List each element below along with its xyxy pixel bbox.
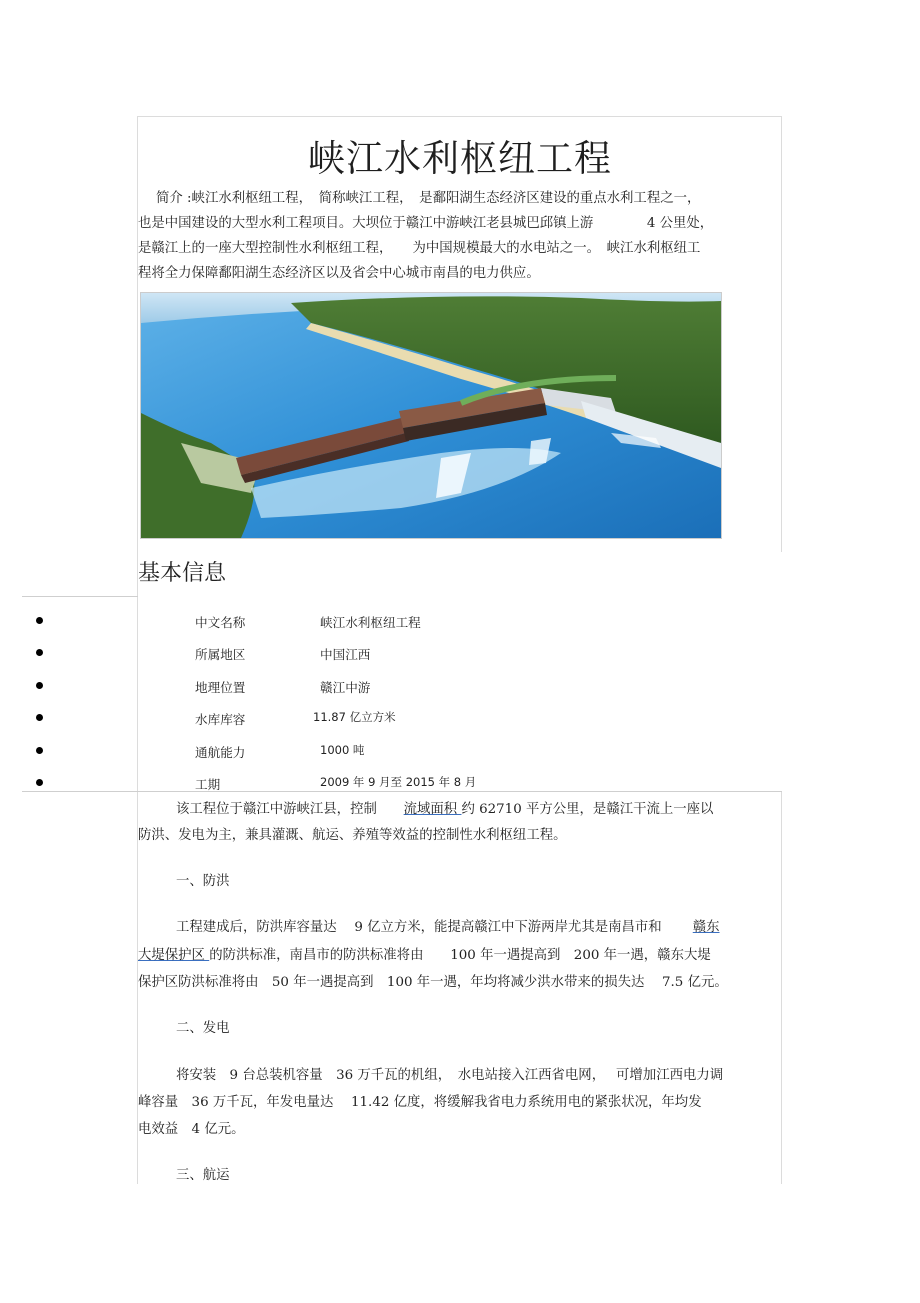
info-label: 所属地区	[195, 647, 246, 662]
info-value: 11.87 亿立方米	[313, 710, 396, 724]
flood-text: 的防洪标准，南昌市的防洪标准将由 100 年一遇提高到 200 年一遇，赣东大堤	[209, 948, 711, 963]
list-item	[0, 742, 920, 762]
intro-line: 也是中国建设的大型水利工程项目。大坝位于赣江中游峡江老县城巴邱镇上游 4 公里处，	[138, 216, 714, 231]
info-value: 1000 吨	[320, 743, 365, 757]
info-value: 峡江水利枢纽工程	[320, 615, 421, 630]
bullet-icon	[36, 649, 43, 656]
list-item	[0, 644, 920, 664]
section-heading-basic-info: 基本信息	[138, 561, 227, 586]
info-value: 中国江西	[320, 647, 371, 662]
info-value: 赣江中游	[320, 680, 371, 695]
overview-line	[138, 798, 812, 822]
info-value: 2009 年 9 月至 2015 年 8 月	[320, 775, 477, 789]
intro-paragraph	[138, 186, 774, 286]
intro-line: 程将全力保障鄱阳湖生态经济区以及省会中心城市南昌的电力供应。	[138, 266, 540, 281]
flood-line	[138, 916, 812, 940]
info-label: 水库库容	[195, 712, 246, 727]
power-line: 将安装 9 台总装机容量 36 万千瓦的机组， 水电站接入江西省电网， 可增加江西电力调	[176, 1068, 724, 1083]
bullet-icon	[36, 747, 43, 754]
content-frame-right-lower	[781, 792, 782, 1184]
info-label: 工期	[195, 777, 221, 792]
link-gandong-levee-area[interactable]: 大堤保护区	[138, 948, 210, 963]
power-line: 峰容量 36 万千瓦，年发电量达 11.42 亿度，将缓解我省电力系统用电的紧张状况，年均发	[138, 1095, 702, 1110]
page-title: 峡江水利枢纽工程	[308, 137, 612, 180]
link-basin-area[interactable]: 流域面积	[403, 802, 462, 817]
list-item	[0, 677, 920, 697]
flood-line	[138, 944, 774, 968]
link-gandong-levee[interactable]: 赣东	[692, 920, 720, 935]
bullet-icon	[36, 682, 43, 689]
list-item	[0, 709, 920, 729]
info-label: 中文名称	[195, 615, 246, 630]
power-line: 电效益 4 亿元。	[138, 1122, 245, 1137]
overview-line: 防洪、发电为主，兼具灌溉、航运、养殖等效益的控制性水利枢纽工程。	[138, 828, 567, 843]
list-item	[0, 612, 920, 632]
divider-short	[22, 596, 138, 597]
flood-text: 工程建成后，防洪库容量达 9 亿立方米，能提高赣江中下游两岸尤其是南昌市和	[176, 920, 693, 935]
intro-line: 是赣江上的一座大型控制性水利枢纽工程， 为中国规模最大的水电站之一。 峡江水利枢纽工	[138, 241, 701, 256]
heading-flood-control: 一、防洪	[176, 874, 230, 889]
heading-navigation: 三、航运	[176, 1168, 230, 1183]
overview-text: 约 62710 平方公里，是赣江干流上一座以	[461, 802, 714, 817]
heading-power-generation: 二、发电	[176, 1021, 230, 1036]
info-label: 通航能力	[195, 745, 246, 760]
bullet-icon	[36, 779, 43, 786]
content-frame-top	[138, 116, 782, 117]
dam-illustration	[140, 292, 722, 539]
flood-line: 保护区防洪标准将由 50 年一遇提高到 100 年一遇，年均将减少洪水带来的损失达 7.5 亿元。	[138, 975, 728, 990]
bullet-icon	[36, 714, 43, 721]
overview-text: 该工程位于赣江中游峡江县，控制	[176, 802, 404, 817]
list-item	[0, 774, 920, 794]
intro-line: 简介 :峡江水利枢纽工程， 简称峡江工程， 是鄱阳湖生态经济区建设的重点水利工程之一，	[156, 191, 701, 206]
info-label: 地理位置	[195, 680, 246, 695]
bullet-icon	[36, 617, 43, 624]
